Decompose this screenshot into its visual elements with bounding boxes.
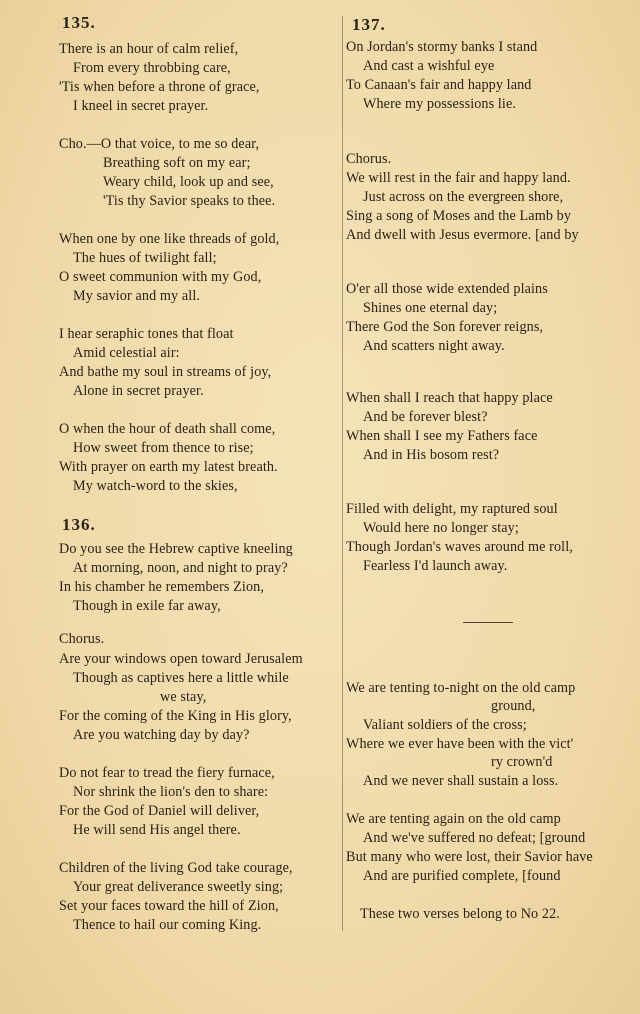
column-divider — [342, 16, 343, 931]
verse-line: Though in exile far away, — [73, 598, 221, 614]
verse-line: At morning, noon, and night to pray? — [73, 560, 288, 576]
chorus-line: Weary child, look up and see, — [103, 174, 274, 190]
verse-line: In his chamber he remembers Zion, — [59, 579, 265, 595]
chorus-line: Cho.—O that voice, to me so dear, — [59, 136, 260, 152]
verse-line: We are tenting again on the old camp — [346, 811, 561, 827]
verse-line: Would here no longer stay; — [363, 520, 519, 536]
verse-line: Though Jordan's waves around me roll, — [346, 539, 573, 555]
verse-line: Your great deliverance sweetly sing; — [73, 879, 284, 895]
verse-line: When shall I see my Fathers face — [346, 428, 538, 444]
chorus-line: 'Tis thy Savior speaks to thee. — [103, 193, 276, 209]
verse-line: To Canaan's fair and happy land — [346, 77, 532, 93]
verse-line: My watch-word to the skies, — [73, 478, 238, 494]
verse-line: And we've suffered no defeat; [ground — [363, 830, 586, 846]
verse-line: With prayer on earth my latest breath. — [59, 459, 278, 475]
verse-line: ground, — [491, 698, 536, 714]
chorus-line: We will rest in the fair and happy land. — [346, 170, 571, 186]
verse-line: Fearless I'd launch away. — [363, 558, 508, 574]
verse-line: And cast a wishful eye — [363, 58, 495, 74]
verse-line: And we never shall sustain a loss. — [363, 773, 559, 789]
verse-line: Set your faces toward the hill of Zion, — [59, 898, 279, 914]
left-column — [56, 0, 341, 1014]
verse-line: O when the hour of death shall come, — [59, 421, 276, 437]
hymn-number-137: 137. — [352, 15, 386, 34]
chorus-line: And dwell with Jesus evermore. [and by — [346, 227, 579, 243]
chorus-line: Sing a song of Moses and the Lamb by — [346, 208, 572, 224]
verse-line: And are purified complete, [found — [363, 868, 561, 884]
verse-line: Where my possessions lie. — [363, 96, 517, 112]
verse-line: We are tenting to-night on the old camp — [346, 680, 576, 696]
verse-line: Nor shrink the lion's den to share: — [73, 784, 269, 800]
chorus-line: Though as captives here a little while — [73, 670, 289, 686]
verse-line: Shines one eternal day; — [363, 300, 498, 316]
chorus-line: Are you watching day by day? — [73, 727, 250, 743]
verse-line: Thence to hail our coming King. — [73, 917, 262, 933]
chorus-line: For the coming of the King in His glory, — [59, 708, 292, 724]
verse-line: ry crown'd — [491, 754, 553, 770]
verse-line: On Jordan's stormy banks I stand — [346, 39, 538, 55]
verse-line: He will send His angel there. — [73, 822, 241, 838]
chorus-line: we stay, — [160, 689, 207, 705]
verse-line: The hues of twilight fall; — [73, 250, 217, 266]
verse-line: There God the Son forever reigns, — [346, 319, 544, 335]
verse-line: From every throbbing care, — [73, 60, 231, 76]
verse-line: When one by one like threads of gold, — [59, 231, 280, 247]
verse-line: And bathe my soul in streams of joy, — [59, 364, 272, 380]
hymn-number-135: 135. — [62, 13, 96, 32]
chorus-label: Chorus. — [346, 151, 392, 167]
verse-line: Valiant soldiers of the cross; — [363, 717, 527, 733]
verse-line: Filled with delight, my raptured soul — [346, 501, 558, 517]
right-column — [346, 0, 636, 1014]
footnote: These two verses belong to No 22. — [360, 906, 560, 922]
verse-line: Children of the living God take courage, — [59, 860, 293, 876]
verse-line: My savior and my all. — [73, 288, 201, 304]
verse-line: 'Tis when before a throne of grace, — [59, 79, 260, 95]
verse-line: O'er all those wide extended plains — [346, 281, 548, 297]
chorus-line: Are your windows open toward Jerusalem — [59, 651, 303, 667]
verse-line: And be forever blest? — [363, 409, 488, 425]
hymn-number-136: 136. — [62, 515, 96, 534]
verse-line: For the God of Daniel will deliver, — [59, 803, 260, 819]
verse-line: And scatters night away. — [363, 338, 505, 354]
verse-line: I hear seraphic tones that float — [59, 326, 234, 342]
verse-line: Do you see the Hebrew captive kneeling — [59, 541, 293, 557]
verse-line: There is an hour of calm relief, — [59, 41, 239, 57]
verse-line: I kneel in secret prayer. — [73, 98, 209, 114]
verse-line: O sweet communion with my God, — [59, 269, 262, 285]
verse-line: Where we ever have been with the vict' — [346, 736, 574, 752]
verse-line: When shall I reach that happy place — [346, 390, 553, 406]
verse-line: How sweet from thence to rise; — [73, 440, 254, 456]
verse-line: Alone in secret prayer. — [73, 383, 204, 399]
chorus-line: Breathing soft on my ear; — [103, 155, 251, 171]
verse-line: But many who were lost, their Savior have — [346, 849, 593, 865]
verse-line: And in His bosom rest? — [363, 447, 500, 463]
verse-line: Do not fear to tread the fiery furnace, — [59, 765, 275, 781]
verse-line: Amid celestial air: — [73, 345, 180, 361]
chorus-line: Just across on the evergreen shore, — [363, 189, 564, 205]
chorus-label: Chorus. — [59, 631, 105, 647]
